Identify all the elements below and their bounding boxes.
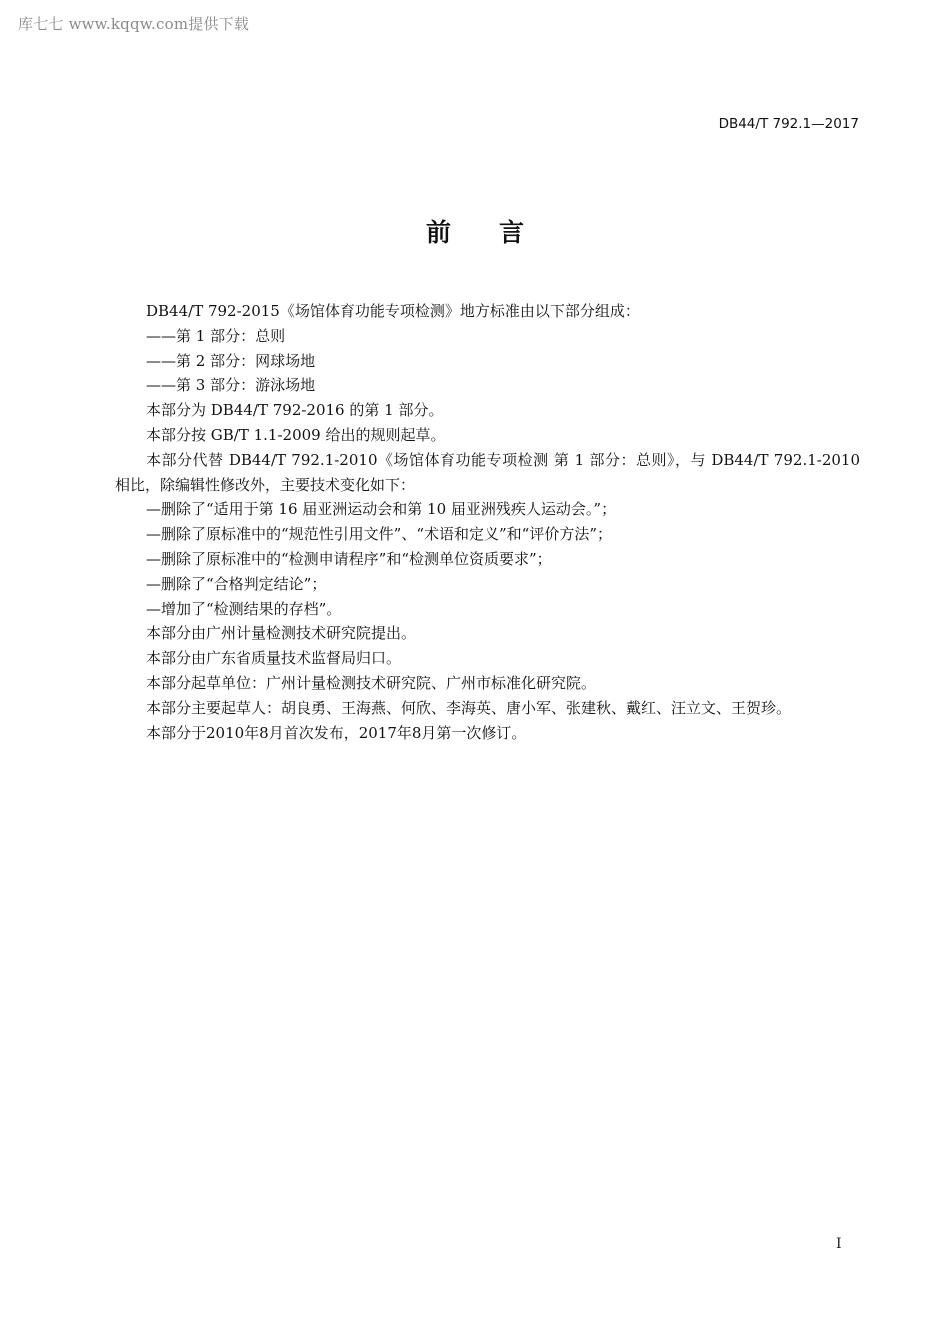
download-watermark: 库七七 www.kqqw.com提供下载 <box>18 15 250 33</box>
change-item-1: —删除了“适用于第 16 届亚洲运动会和第 10 届亚洲残疾人运动会。”； <box>146 500 617 519</box>
paragraph-replacement: 本部分代替 DB44/T 792.1-2010《场馆体育功能专项检测 第 1 部分：总则》，与 DB44/T 792.1-2010 相比，除编辑性修改外，主要技术变化如下： <box>115 450 860 494</box>
change-item-3: —删除了原标准中的“检测申请程序”和“检测单位资质要求”； <box>146 549 552 568</box>
paragraph-release-history: 本部分于2010年8月首次发布，2017年8月第一次修订。 <box>146 723 527 742</box>
document-code: DB44/T 792.1—2017 <box>718 116 859 132</box>
list-item-part-3: ——第 3 部分：游泳场地 <box>146 376 316 395</box>
paragraph-drafters: 本部分主要起草人：胡良勇、王海燕、何欣、李海英、唐小军、张建秋、戴红、汪立文、王贺珍。 <box>146 698 792 717</box>
paragraph-part-statement: 本部分为 DB44/T 792-2016 的第 1 部分。 <box>146 401 444 420</box>
paragraph-administrator: 本部分由广东省质量技术监督局归口。 <box>146 649 402 668</box>
paragraph-drafting-rules: 本部分按 GB/T 1.1-2009 给出的规则起草。 <box>146 425 446 444</box>
change-item-4: —删除了“合格判定结论”； <box>146 574 327 593</box>
page-title: 前言 <box>425 218 572 247</box>
list-item-part-1: ——第 1 部分：总则 <box>146 326 286 345</box>
change-item-2: —删除了原标准中的“规范性引用文件”、“术语和定义”和“评价方法”； <box>146 525 613 544</box>
list-item-part-2: ——第 2 部分：网球场地 <box>146 351 316 370</box>
foreword-body <box>115 299 860 745</box>
page-number: I <box>836 1236 842 1252</box>
paragraph-proposer: 本部分由广州计量检测技术研究院提出。 <box>146 624 417 643</box>
paragraph-drafting-units: 本部分起草单位：广州计量检测技术研究院、广州市标准化研究院。 <box>146 673 597 692</box>
paragraph-composition: DB44/T 792-2015《场馆体育功能专项检测》地方标准由以下部分组成： <box>146 302 640 320</box>
change-item-5: —增加了“检测结果的存档”。 <box>146 599 342 618</box>
